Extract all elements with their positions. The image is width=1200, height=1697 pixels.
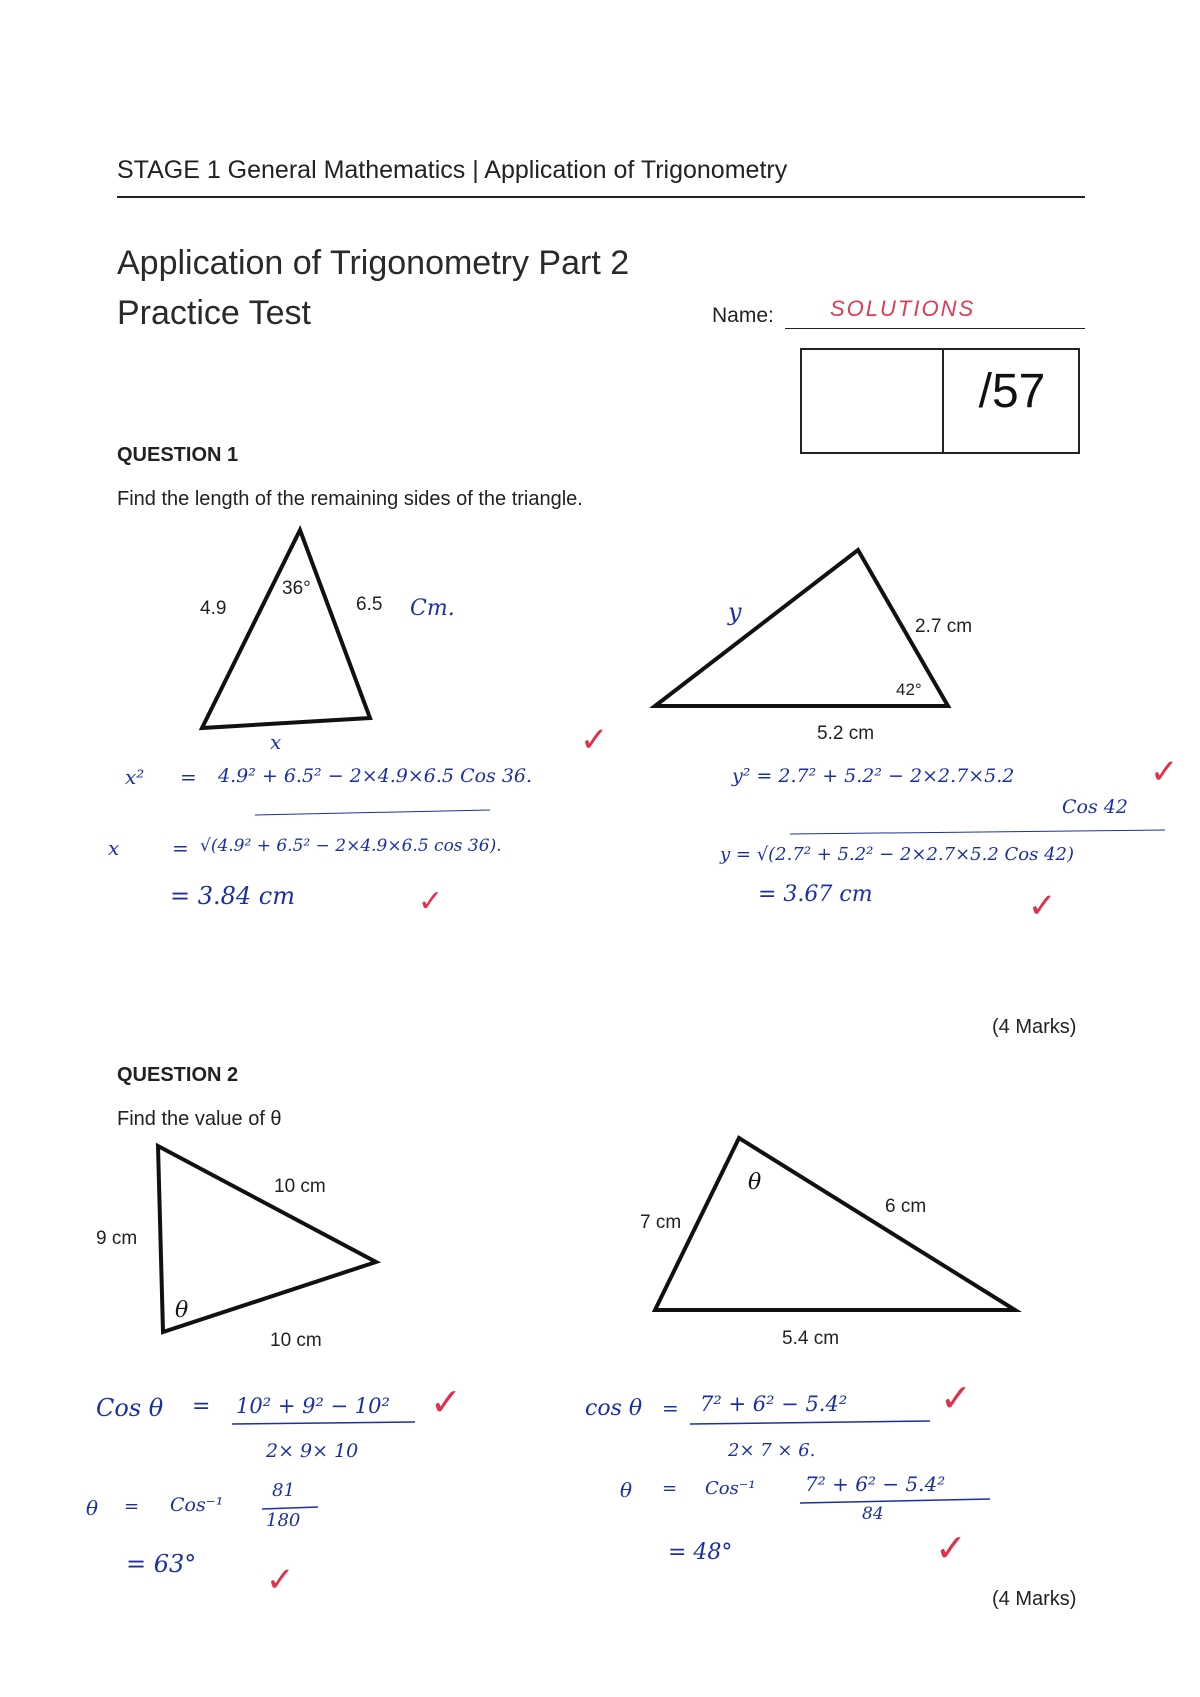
q2a-check-mark-2: ✓ <box>266 1561 295 1599</box>
q1-work-a-fraction-line <box>255 810 490 815</box>
q2a-check-mark-1: ✓ <box>430 1382 462 1424</box>
q2a-bottom-side: 10 cm <box>270 1330 322 1351</box>
q1a-work-line1-eq: = <box>180 765 197 789</box>
q2b-check-mark-2: ✓ <box>935 1528 967 1570</box>
q2a-fraction-numerator: 81 <box>272 1480 295 1501</box>
q2b-cos-inverse: Cos⁻¹ <box>705 1478 756 1499</box>
q2a-left-side: 9 cm <box>96 1228 138 1249</box>
q1a-work-result: = 3.84 cm <box>170 882 296 910</box>
q1a-work-line2-eq: = <box>172 836 189 860</box>
q2a-cos-inverse: Cos⁻¹ <box>170 1494 224 1516</box>
q1a-unit-note: Cm. <box>410 596 455 621</box>
q1-triangle-a <box>202 530 370 728</box>
q1b-check-mark-1: ✓ <box>1150 753 1179 791</box>
title-line-1: Application of Trigonometry Part 2 <box>117 244 630 282</box>
q2b-numerator: 7² + 6² − 5.4² <box>700 1392 848 1416</box>
q2a-eq: = <box>192 1394 211 1419</box>
q1b-work-line1b: Cos 42 <box>1062 796 1128 818</box>
q2b-left-side: 7 cm <box>640 1212 682 1233</box>
q1-marks: (4 Marks) <box>992 1016 1077 1038</box>
q2a-result: = 63° <box>126 1550 197 1578</box>
q1a-work-line2-rhs: √(4.9² + 6.5² − 2×4.9×6.5 cos 36). <box>200 836 502 856</box>
title-line-2: Practice Test <box>117 294 312 332</box>
q2a-cos-lhs: Cos θ <box>96 1394 164 1422</box>
q1a-work-line2-lhs: x <box>108 836 120 860</box>
name-value: SOLUTIONS <box>830 296 976 321</box>
q1a-angle: 36° <box>282 578 311 599</box>
q2b-base: 5.4 cm <box>782 1328 840 1349</box>
q2-work-a-small-fraction-line <box>262 1507 318 1509</box>
q1b-side-right: 2.7 cm <box>915 616 973 637</box>
q1b-work-line1: y² = 2.7² + 5.2² − 2×2.7×5.2 <box>732 765 1015 787</box>
q2-work-a-fraction-line <box>232 1422 415 1424</box>
q2b-theta-lhs: θ <box>620 1478 633 1502</box>
q2b-eq2: = <box>662 1478 678 1499</box>
q1b-angle: 42° <box>896 680 922 699</box>
q2b-right-side: 6 cm <box>885 1196 927 1217</box>
q2b-fraction-denominator: 84 <box>862 1504 884 1524</box>
q1a-check-mark-1: ✓ <box>580 721 609 759</box>
q2-work-b-small-fraction-line <box>800 1499 990 1503</box>
q2a-numerator: 10² + 9² − 10² <box>236 1394 390 1418</box>
header-text: STAGE 1 General Mathematics | Application of Trigonometry <box>117 156 788 184</box>
q2a-top-side: 10 cm <box>274 1176 326 1197</box>
q2b-result: = 48° <box>668 1540 733 1565</box>
q1-heading: QUESTION 1 <box>117 444 239 466</box>
q2a-theta-lhs: θ <box>86 1496 99 1520</box>
q2b-check-mark-1: ✓ <box>940 1378 972 1420</box>
q2a-denominator: 2× 9× 10 <box>266 1440 359 1462</box>
q1b-base: 5.2 cm <box>817 723 875 744</box>
q2a-eq2: = <box>124 1496 140 1517</box>
q2-triangle-a <box>158 1146 376 1332</box>
q1b-work-line2: y = √(2.7² + 5.2² − 2×2.7×5.2 Cos 42) <box>720 844 1075 865</box>
q2b-denominator: 2× 7 × 6. <box>728 1440 816 1461</box>
q1b-check-mark-2: ✓ <box>1028 887 1057 925</box>
q2-marks: (4 Marks) <box>992 1588 1077 1610</box>
q1b-unknown: y <box>728 598 742 626</box>
q1b-work-result: = 3.67 cm <box>758 882 873 907</box>
q2b-eq: = <box>662 1396 679 1420</box>
q2-work-b-fraction-line <box>690 1421 930 1424</box>
score-total: /57 <box>978 365 1046 418</box>
q2-prompt: Find the value of θ <box>117 1108 282 1130</box>
q1a-side-right: 6.5 <box>356 594 383 615</box>
q2b-fraction-numerator: 7² + 6² − 5.4² <box>805 1472 946 1496</box>
q2-triangle-b <box>655 1138 1015 1310</box>
q2a-fraction-denominator: 180 <box>266 1510 301 1531</box>
q1a-side-left: 4.9 <box>200 598 227 619</box>
q1-work-b-fraction-line <box>790 830 1165 834</box>
q1a-check-mark-2: ✓ <box>418 885 444 918</box>
q2-heading: QUESTION 2 <box>117 1064 239 1086</box>
q1a-unknown: x <box>270 730 282 754</box>
q2b-cos-lhs: cos θ <box>585 1396 643 1421</box>
q1-prompt: Find the length of the remaining sides of the triangle. <box>117 488 583 510</box>
q2a-angle: θ <box>175 1298 189 1323</box>
q2b-angle: θ <box>748 1170 762 1195</box>
q1a-work-line1-lhs: x² <box>125 765 145 789</box>
name-label: Name: <box>712 304 774 327</box>
q1a-work-line1-rhs: 4.9² + 6.5² − 2×4.9×6.5 Cos 36. <box>218 765 533 787</box>
